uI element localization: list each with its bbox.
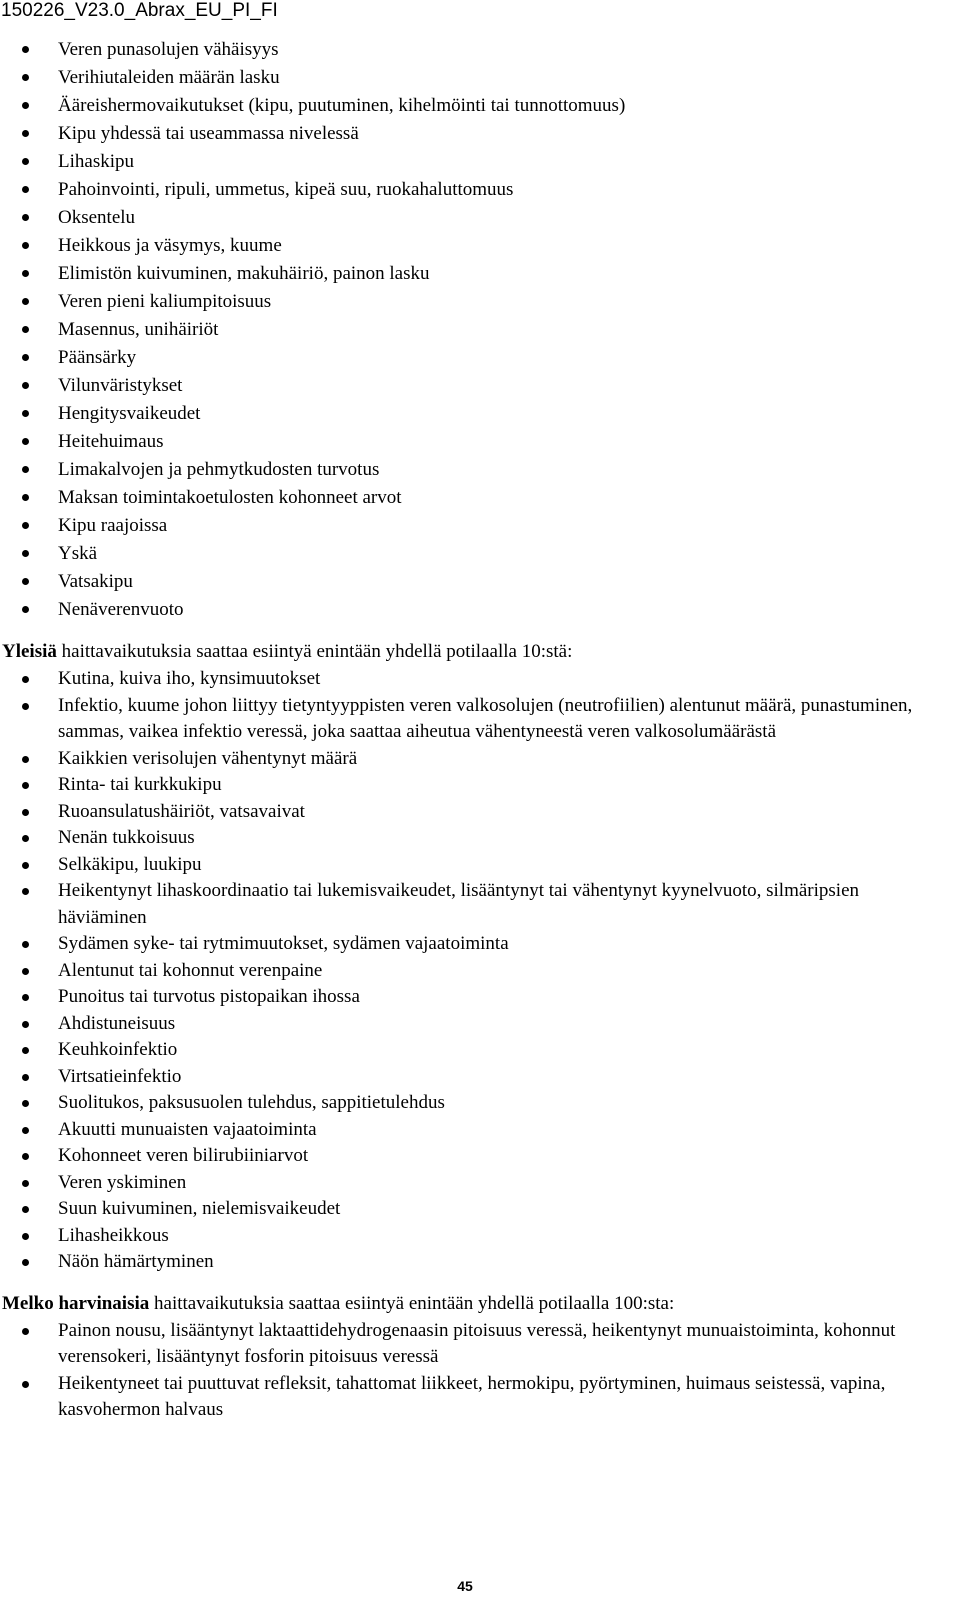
list-item: Kipu yhdessä tai useammassa nivelessä — [0, 120, 960, 148]
frequency-label-common: Yleisiä — [2, 641, 57, 662]
list-item: Infektio, kuume johon liittyy tietyntyyppisten veren valkosolujen (neutrofiilien) alentunut määrä, punastuminen, sammas, vaikea infektio veressä, joka saattaa aiheutua vähentyneestä veren valkosolumäärästä — [0, 693, 960, 746]
list-item: Suolitukos, paksusuolen tulehdus, sappitietulehdus — [0, 1090, 960, 1117]
list-item: Veren pieni kaliumpitoisuus — [0, 288, 960, 316]
list-item: Virtsatieinfektio — [0, 1064, 960, 1091]
list-item: Masennus, unihäiriöt — [0, 316, 960, 344]
frequency-label-uncommon: Melko harvinaisia — [2, 1292, 150, 1314]
list-item: Lihaskipu — [0, 148, 960, 176]
list-item: Vatsakipu — [0, 568, 960, 596]
list-item: Verihiutaleiden määrän lasku — [0, 64, 960, 92]
list-item: Limakalvojen ja pehmytkudosten turvotus — [0, 456, 960, 484]
list-item: Akuutti munuaisten vajaatoiminta — [0, 1117, 960, 1144]
list-item: Ruoansulatushäiriöt, vatsavaivat — [0, 799, 960, 826]
list-item: Kaikkien verisolujen vähentynyt määrä — [0, 746, 960, 773]
list-item: Elimistön kuivuminen, makuhäiriö, painon lasku — [0, 260, 960, 288]
list-item: Hengitysvaikeudet — [0, 400, 960, 428]
list-item: Pahoinvointi, ripuli, ummetus, kipeä suu, ruokahaluttomuus — [0, 176, 960, 204]
list-item: Heitehuimaus — [0, 428, 960, 456]
list-item: Kipu raajoissa — [0, 512, 960, 540]
list-item: Heikentynyt lihaskoordinaatio tai lukemisvaikeudet, lisääntynyt tai vähentynyt kyynelvuoto, silmäripsien häviäminen — [0, 878, 960, 931]
side-effects-list-common — [0, 666, 960, 1276]
list-item: Päänsärky — [0, 344, 960, 372]
list-item: Yskä — [0, 540, 960, 568]
list-item: Alentunut tai kohonnut verenpaine — [0, 958, 960, 985]
list-item: Sydämen syke- tai rytmimuutokset, sydämen vajaatoiminta — [0, 931, 960, 958]
list-item: Heikkous ja väsymys, kuume — [0, 232, 960, 260]
list-item: Näön hämärtyminen — [0, 1249, 960, 1276]
list-item: Nenän tukkoisuus — [0, 825, 960, 852]
page-number: 45 — [457, 1578, 473, 1594]
list-item: Kutina, kuiva iho, kynsimuutokset — [0, 666, 960, 693]
list-item: Punoitus tai turvotus pistopaikan ihossa — [0, 984, 960, 1011]
list-item: Rinta- tai kurkkukipu — [0, 772, 960, 799]
list-item: Ääreishermovaikutukset (kipu, puutuminen, kihelmöinti tai tunnottomuus) — [0, 92, 960, 120]
section-heading-uncommon — [0, 1290, 960, 1318]
section-intro-text: haittavaikutuksia saattaa esiintyä enintään yhdellä potilaalla 10:stä: — [56, 641, 573, 662]
document-id-header: 150226_V23.0_Abrax_EU_PI_FI — [1, 0, 278, 21]
list-item: Heikentyneet tai puuttuvat refleksit, tahattomat liikkeet, hermokipu, pyörtyminen, huimaus seistessä, vapina, kasvohermon halvaus — [0, 1371, 960, 1424]
list-item: Vilunväristykset — [0, 372, 960, 400]
document-body — [0, 36, 960, 1424]
list-item: Painon nousu, lisääntynyt laktaattidehydrogenaasin pitoisuus veressä, heikentynyt munuaistoiminta, kohonnut verensokeri, lisääntynyt fosforin pitoisuus veressä — [0, 1318, 960, 1371]
list-item: Keuhkoinfektio — [0, 1037, 960, 1064]
list-item: Kohonneet veren bilirubiiniarvot — [0, 1143, 960, 1170]
list-item: Selkäkipu, luukipu — [0, 852, 960, 879]
list-item: Veren punasolujen vähäisyys — [0, 36, 960, 64]
section-heading-common — [0, 638, 960, 666]
list-item: Maksan toimintakoetulosten kohonneet arvot — [0, 484, 960, 512]
side-effects-list-continued — [0, 36, 960, 624]
list-item: Lihasheikkous — [0, 1223, 960, 1250]
list-item: Veren yskiminen — [0, 1170, 960, 1197]
section-intro-text: haittavaikutuksia saattaa esiintyä enintään yhdellä potilaalla 100:sta: — [149, 1292, 675, 1314]
side-effects-list-uncommon — [0, 1318, 960, 1424]
list-item: Ahdistuneisuus — [0, 1011, 960, 1038]
list-item: Nenäverenvuoto — [0, 596, 960, 624]
list-item: Suun kuivuminen, nielemisvaikeudet — [0, 1196, 960, 1223]
list-item: Oksentelu — [0, 204, 960, 232]
